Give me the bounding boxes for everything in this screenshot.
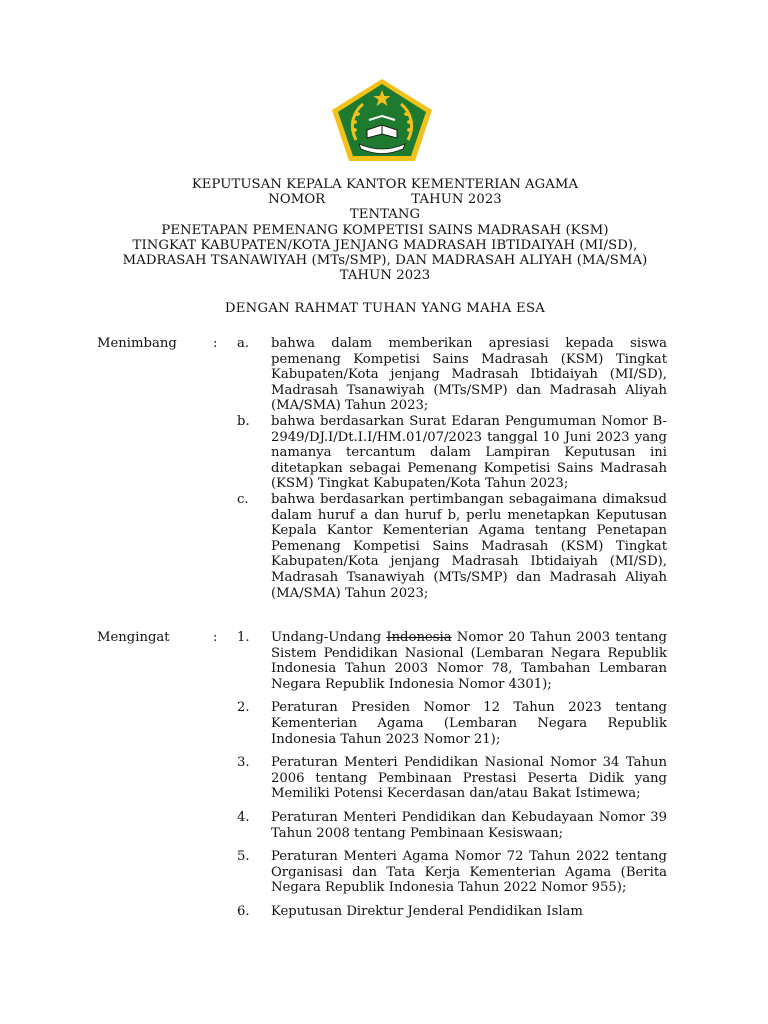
struck-word: Indonesia	[386, 630, 452, 645]
item-text: bahwa berdasarkan Surat Edaran Pengumuman Nomor B-2949/DJ.I/Dt.I.I/HM.01/07/2023 tanggal 10 Juni 2023 yang namanya tercantum dalam Lampiran Keputusan ini ditetapkan sebagai Pemenang Kompetisi Sains Madrasah (KSM) Tingkat Kabupaten/Kota Tahun 2023;	[271, 413, 667, 492]
item-marker: a.	[237, 336, 250, 351]
nomor-line	[60, 192, 710, 207]
item-text: Undang-Undang Indonesia Nomor 20 Tahun 2003 tentang Sistem Pendidikan Nasional (Lembaran Negara Republik Indonesia Tahun 2003 Nomor 78, Tambahan Lembaran Negara Republik Indonesia Nomor 4301);	[271, 630, 667, 692]
list-item	[237, 755, 667, 802]
document-heading	[60, 177, 710, 283]
item-text: bahwa berdasarkan pertimbangan sebagaimana dimaksud dalam huruf a dan huruf b, perlu menetapkan Keputusan Kepala Kantor Kementerian Agama tentang Penetapan Pemenang Kompetisi Sains Madrasah (KSM) Tingkat Kabupaten/Kota jenjang Madrasah Ibtidaiyah (MI/SD), Madrasah Tsanawiyah (MTs/SMP) dan Madrasah Aliyah (MA/SMA) Tahun 2023;	[271, 491, 667, 601]
title-line3: MADRASAH TSANAWIYAH (MTs/SMP), DAN MADRASAH ALIYAH (MA/SMA)	[122, 253, 648, 269]
item-marker: 2.	[237, 700, 250, 716]
list-item	[237, 414, 667, 492]
item-text: Peraturan Menteri Agama Nomor 72 Tahun 2022 tentang Organisasi dan Tata Kerja Kementerian Agama (Berita Negara Republik Indonesia Tahun 2022 Nomor 955);	[271, 849, 667, 896]
list-item	[237, 336, 667, 414]
item-text: Peraturan Menteri Pendidikan Nasional Nomor 34 Tahun 2006 tentang Pembinaan Prestasi Peserta Didik yang Memiliki Potensi Kecerdasan dan/atau Bakat Istimewa;	[271, 755, 667, 802]
mengingat-colon: :	[213, 630, 218, 645]
rahmat-line: DENGAN RAHMAT TUHAN YANG MAHA ESA	[224, 301, 546, 316]
list-item	[237, 904, 667, 920]
item-marker: c.	[237, 491, 249, 507]
item-marker: 1.	[237, 630, 250, 645]
kementerian-agama-emblem-icon	[331, 78, 433, 162]
list-item	[237, 700, 667, 747]
item-marker: 3.	[237, 755, 250, 771]
menimbang-list	[237, 336, 667, 601]
list-item	[237, 630, 667, 692]
item-text: Keputusan Direktur Jenderal Pendidikan Islam	[271, 903, 583, 919]
menimbang-label: Menimbang	[97, 336, 177, 351]
tahun-label: TAHUN 2023	[411, 192, 502, 208]
title-line2: TINGKAT KABUPATEN/KOTA JENJANG MADRASAH IBTIDAIYAH (MI/SD),	[132, 237, 638, 253]
item-marker: 4.	[237, 809, 250, 825]
menimbang-colon: :	[213, 336, 218, 351]
title-line4: TAHUN 2023	[339, 268, 431, 284]
item-marker: b.	[237, 413, 250, 429]
list-item	[237, 492, 667, 601]
tentang-label: TENTANG	[349, 207, 421, 223]
item-text: Peraturan Presiden Nomor 12 Tahun 2023 tentang Kementerian Agama (Lembaran Negara Republik Indonesia Tahun 2023 Nomor 21);	[271, 700, 667, 747]
item-text: Peraturan Menteri Pendidikan dan Kebudayaan Nomor 39 Tahun 2008 tentang Pembinaan Kesiswaan;	[271, 809, 667, 841]
heading-line1: KEPUTUSAN KEPALA KANTOR KEMENTERIAN AGAMA	[191, 177, 579, 192]
list-item	[237, 849, 667, 896]
item-marker: 5.	[237, 849, 250, 865]
list-item	[237, 810, 667, 841]
title-line1: PENETAPAN PEMENANG KOMPETISI SAINS MADRASAH (KSM)	[161, 222, 609, 238]
item-text: bahwa dalam memberikan apresiasi kepada siswa pemenang Kompetisi Sains Madrasah (KSM) Tingkat Kabupaten/Kota jenjang Madrasah Ibtidaiyah (MI/SD), Madrasah Tsanawiyah (MTs/SMP) dan Madrasah Aliyah (MA/SMA) Tahun 2023;	[271, 336, 667, 414]
mengingat-label: Mengingat	[97, 630, 170, 645]
mengingat-list	[237, 630, 667, 920]
nomor-label: NOMOR	[268, 192, 326, 208]
item-marker: 6.	[237, 903, 250, 919]
